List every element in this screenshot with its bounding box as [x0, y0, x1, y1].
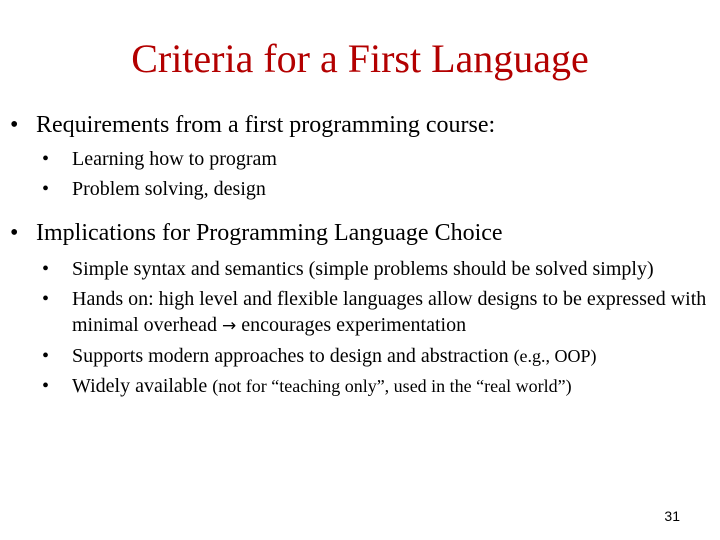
sub-bullet-text-cont: encourages experimentation [236, 314, 467, 336]
sub-bullet-text: Supports modern approaches to design and abstraction [72, 345, 514, 367]
sub-bullet-aside: (not for “teaching only”, used in the “real world”) [212, 376, 572, 396]
sub-bullet-text: Simple syntax and semantics (simple problems should be solved simply) [72, 258, 654, 280]
bullet-icon: • [42, 345, 50, 367]
sub-bullet-item [10, 256, 710, 282]
sub-bullet-item [10, 176, 710, 202]
bullet-icon: • [42, 288, 50, 310]
arrow-right-icon: → [221, 316, 237, 336]
section-requirements [10, 110, 710, 202]
bullet-icon: • [10, 220, 19, 246]
sub-bullet-item [10, 343, 710, 369]
sub-bullet-item [10, 286, 710, 339]
section-heading: Requirements from a first programming course: [36, 112, 496, 138]
sub-bullet-text: Hands on: high level and flexible languages allow designs to be expressed with minimal overhead [72, 288, 707, 336]
bullet-icon: • [42, 148, 50, 170]
bullet-item [10, 110, 710, 140]
slide-title: Criteria for a First Language [131, 36, 589, 81]
sub-bullet-text: Widely available [72, 375, 213, 397]
section-implications [10, 218, 710, 399]
bullet-icon: • [10, 112, 19, 138]
sub-bullet-item [10, 373, 710, 399]
bullet-icon: • [42, 178, 50, 200]
bullet-icon: • [42, 258, 50, 280]
section-heading: Implications for Programming Language Choice [36, 220, 503, 246]
sub-bullet-aside: (e.g., OOP) [513, 346, 597, 366]
bullet-icon: • [42, 375, 50, 397]
sub-bullet-item [10, 146, 710, 172]
page-number: 31 [664, 508, 680, 524]
bullet-item [10, 218, 710, 248]
sub-bullet-text: Problem solving, design [72, 178, 266, 200]
sub-bullet-text: Learning how to program [72, 148, 277, 170]
